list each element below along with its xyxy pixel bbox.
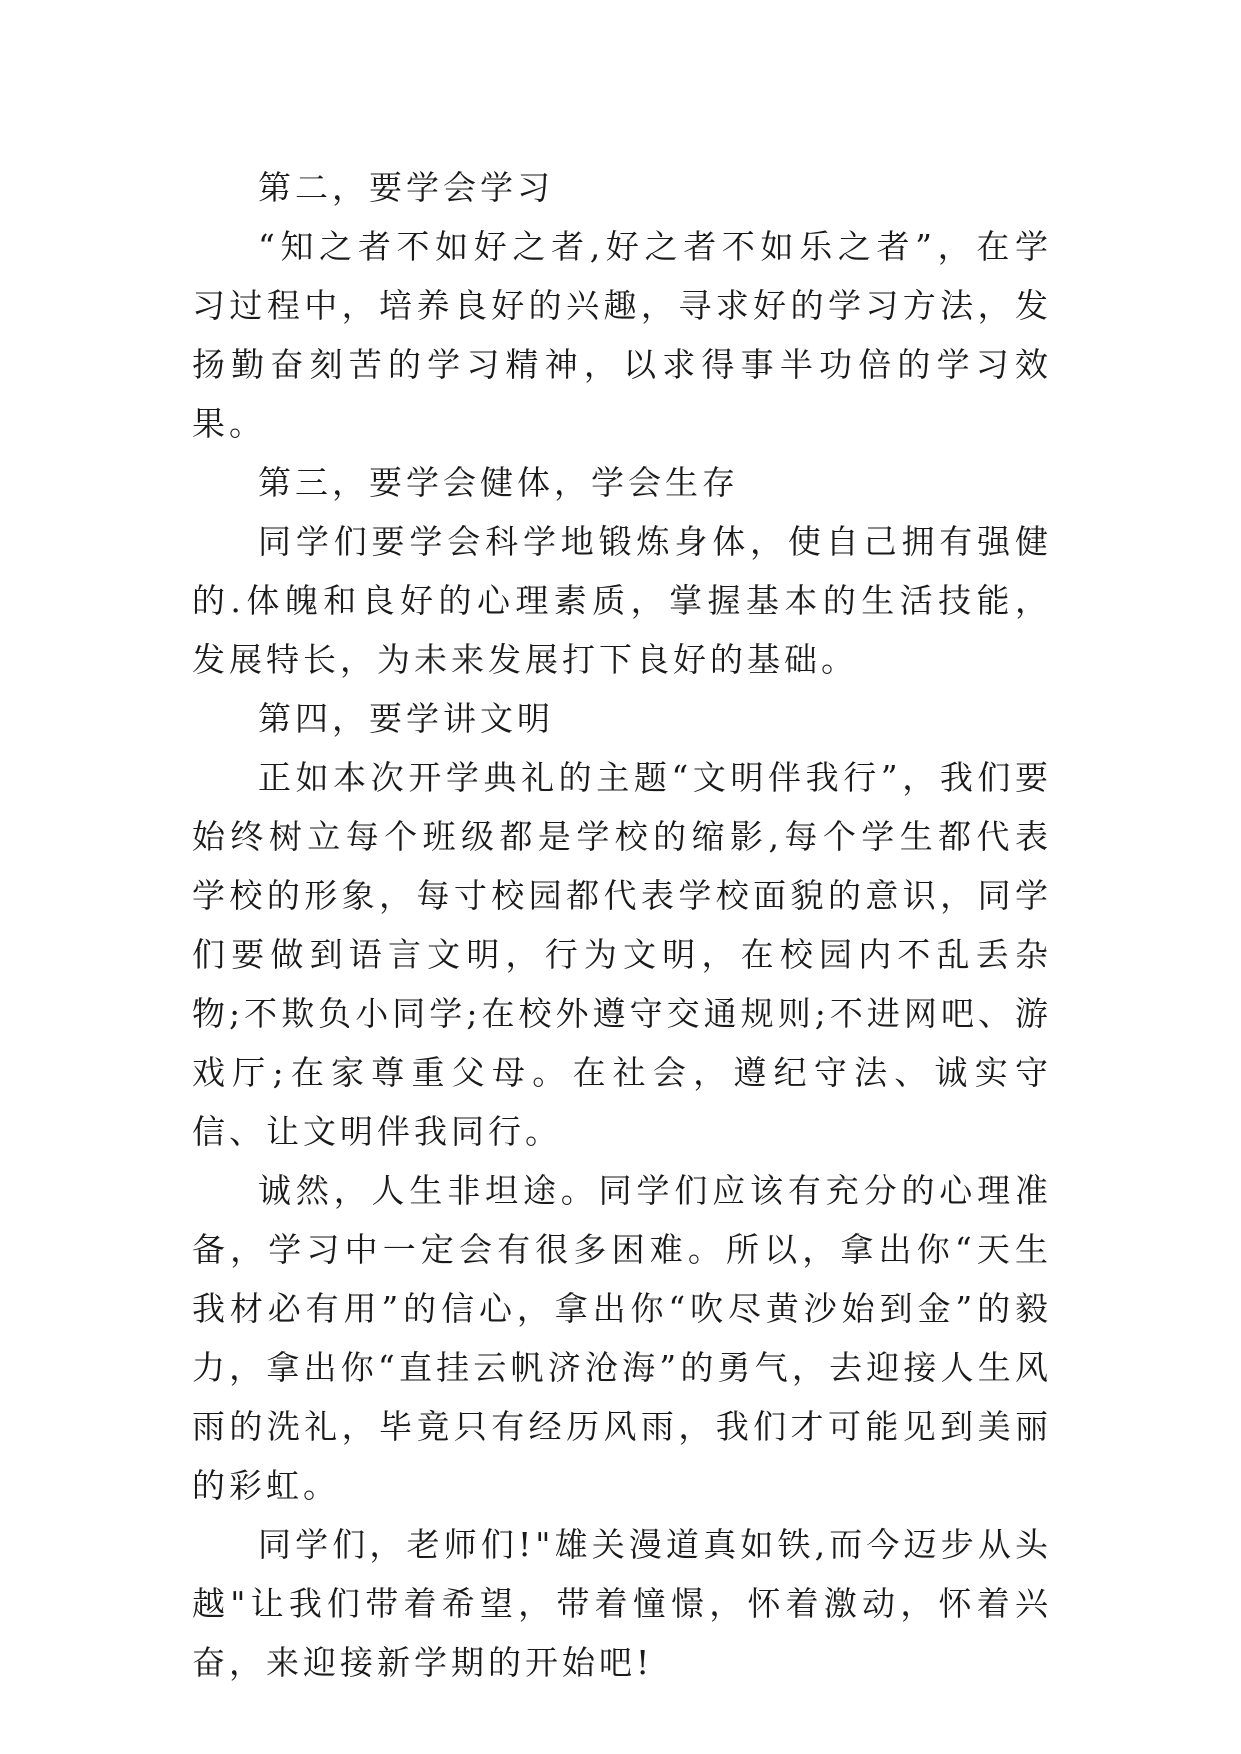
section-heading-civility: 第四，要学讲文明: [258, 699, 554, 738]
section-heading-fitness: 第三，要学会健体，学会生存: [258, 463, 739, 502]
section-heading-learning: 第二，要学会学习: [258, 168, 554, 207]
paragraph-fitness: 同学们要学会科学地锻炼身体，使自己拥有强健的.体魄和良好的心理素质，掌握基本的生活技能，发展特长，为未来发展打下良好的基础。: [192, 522, 1052, 679]
paragraph-learning: “知之者不如好之者,好之者不如乐之者”，在学习过程中，培养良好的兴趣，寻求好的学习方法，发扬勤奋刻苦的学习精神，以求得事半功倍的学习效果。: [192, 227, 1052, 443]
document-body: [192, 158, 1052, 1692]
paragraph-civility: 正如本次开学典礼的主题“文明伴我行”，我们要始终树立每个班级都是学校的缩影,每个学生都代表学校的形象，每寸校园都代表学校面貌的意识，同学们要做到语言文明，行为文明，在校园内不乱丢杂物;不欺负小同学;在校外遵守交通规则;不进网吧、游戏厅;在家尊重父母。在社会，遵纪守法、诚实守信、让文明伴我同行。: [192, 758, 1052, 1151]
paragraph-resilience: 诚然，人生非坦途。同学们应该有充分的心理准备，学习中一定会有很多困难。所以，拿出你“天生我材必有用”的信心，拿出你“吹尽黄沙始到金”的毅力，拿出你“直挂云帆济沧海”的勇气，去迎接人生风雨的洗礼，毕竟只有经历风雨，我们才可能见到美丽的彩虹。: [192, 1171, 1052, 1505]
paragraph-closing: 同学们，老师们!"雄关漫道真如铁,而今迈步从头越"让我们带着希望，带着憧憬，怀着激动，怀着兴奋，来迎接新学期的开始吧!: [192, 1525, 1052, 1682]
